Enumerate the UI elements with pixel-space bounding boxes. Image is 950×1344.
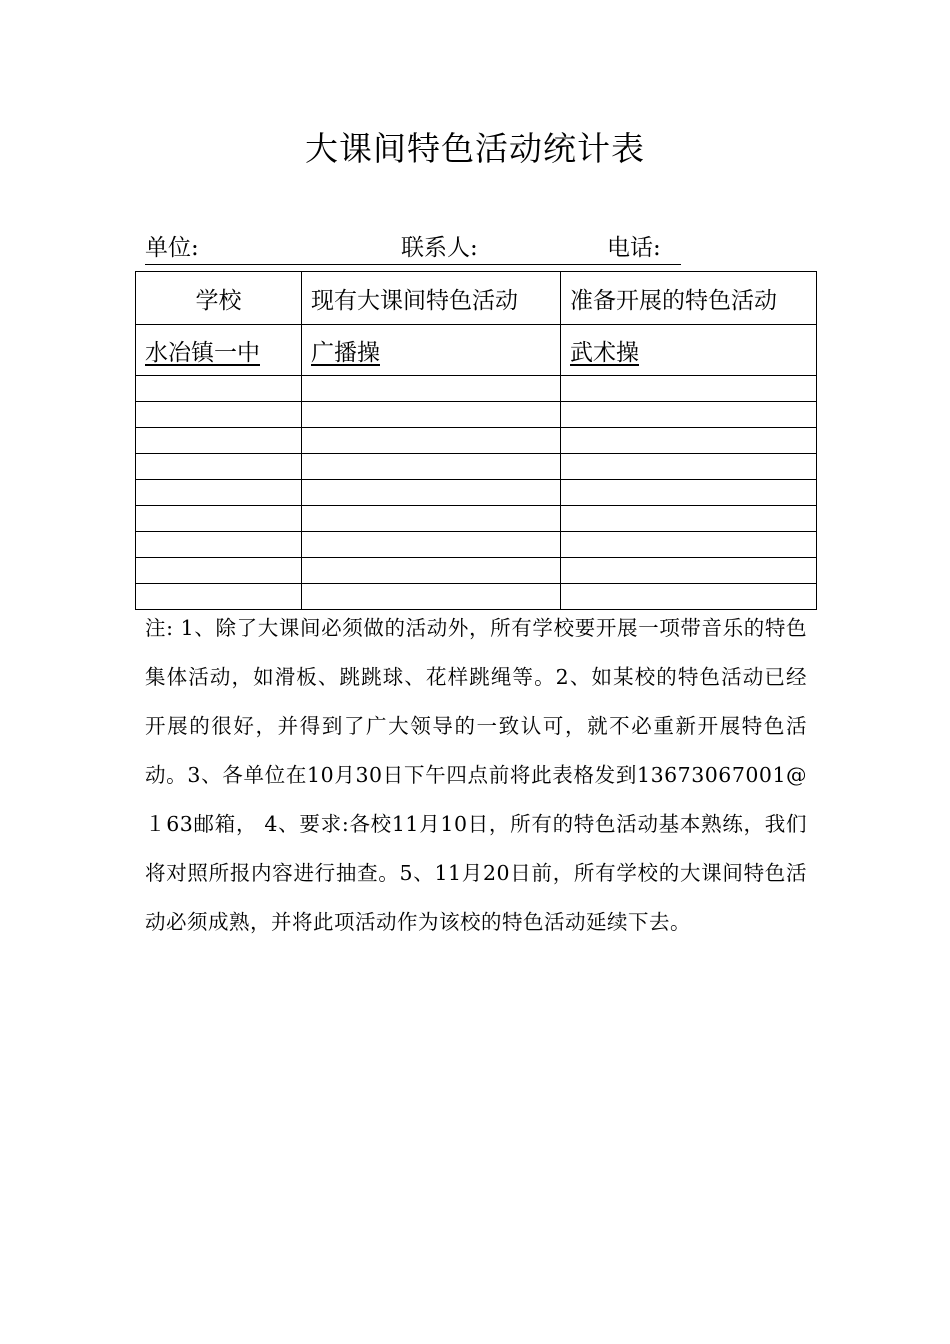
table-row [136, 325, 817, 376]
table-row [136, 506, 817, 532]
cell-school [136, 402, 302, 428]
contact-label: 联系人: [401, 235, 478, 261]
cell-planned-activity [561, 402, 817, 428]
column-header-planned-activity: 准备开展的特色活动 [561, 272, 817, 325]
cell-current-activity: 广播操 [302, 325, 561, 376]
cell-planned-activity [561, 532, 817, 558]
cell-school [136, 480, 302, 506]
phone-label: 电话: [607, 235, 661, 261]
cell-planned-activity [561, 454, 817, 480]
activity-table [135, 271, 817, 610]
table-row [136, 428, 817, 454]
notes-paragraph: 注: 1、除了大课间必须做的活动外，所有学校要开展一项带音乐的特色集体活动，如滑板、跳跳球、花样跳绳等。2、如某校的特色活动已经开展的很好，并得到了广大领导的一致认可，就不必重新开展特色活动。3、各单位在10月30日下午四点前将此表格发到13673067001@１63邮箱， 4、要求:各校11月10日，所有的特色活动基本熟练，我们将对照所报内容进行抽查。5、11月20日前，所有学校的大课间特色活动必须成熟，并将此项活动作为该校的特色活动延续下去。 [145, 616, 807, 934]
table-row [136, 402, 817, 428]
cell-current-activity [302, 428, 561, 454]
cell-school [136, 532, 302, 558]
cell-school [136, 506, 302, 532]
cell-current-activity [302, 402, 561, 428]
cell-planned-activity: 武术操 [561, 325, 817, 376]
table-row [136, 532, 817, 558]
table-row [136, 376, 817, 402]
cell-planned-activity [561, 558, 817, 584]
cell-current-activity [302, 480, 561, 506]
column-header-school: 学校 [136, 272, 302, 325]
form-header [145, 232, 681, 265]
cell-planned-activity [561, 376, 817, 402]
cell-planned-activity [561, 480, 817, 506]
cell-current-activity [302, 376, 561, 402]
cell-school [136, 454, 302, 480]
cell-current-activity [302, 532, 561, 558]
cell-school [136, 558, 302, 584]
table-row [136, 454, 817, 480]
cell-current-activity [302, 558, 561, 584]
column-header-current-activity: 现有大课间特色活动 [302, 272, 561, 325]
cell-planned-activity [561, 506, 817, 532]
table-header-row [136, 272, 817, 325]
cell-school [136, 376, 302, 402]
cell-current-activity [302, 506, 561, 532]
cell-planned-activity [561, 428, 817, 454]
table-row [136, 480, 817, 506]
page-title: 大课间特色活动统计表 [305, 129, 645, 168]
cell-school [136, 428, 302, 454]
cell-school: 水冶镇一中 [136, 325, 302, 376]
unit-label: 单位: [145, 235, 199, 261]
table-row [136, 558, 817, 584]
cell-current-activity [302, 454, 561, 480]
